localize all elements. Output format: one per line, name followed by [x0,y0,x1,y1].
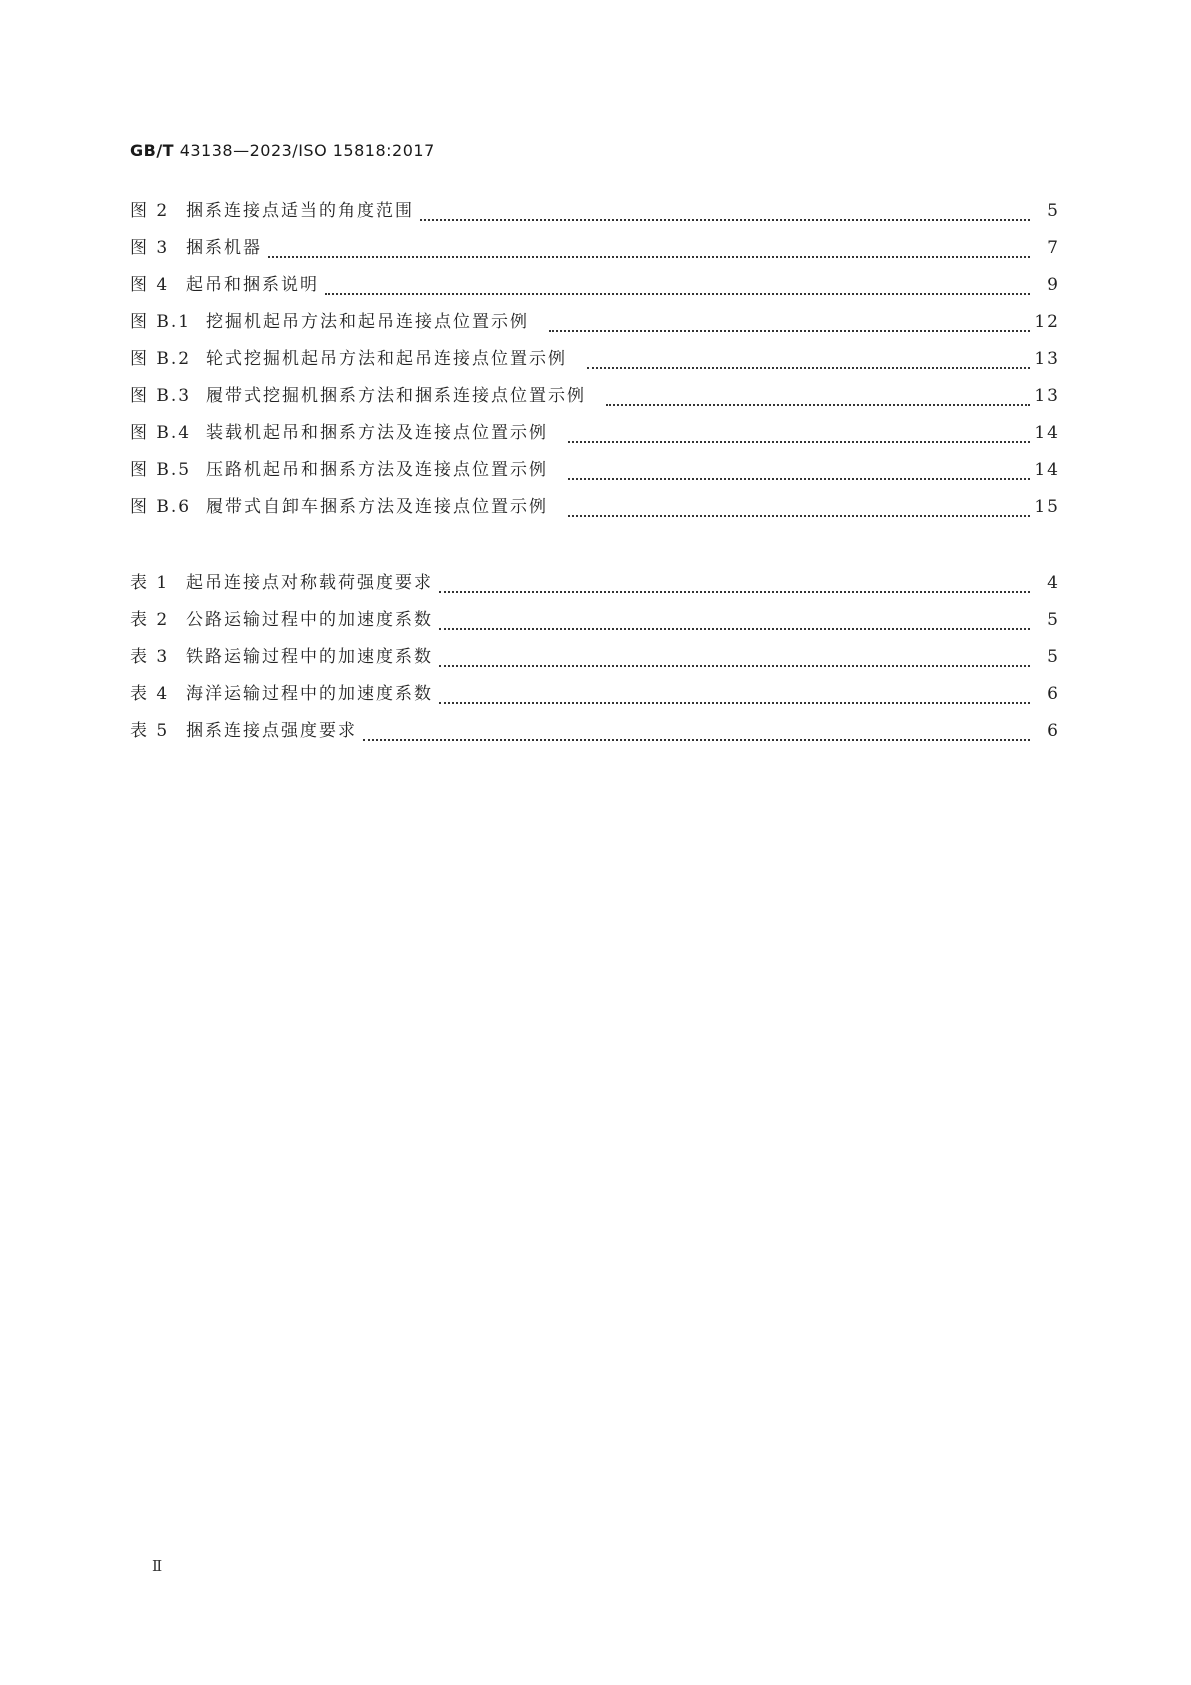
toc-entry-figure-4[interactable] [130,270,1060,307]
dot-leader [363,736,1030,741]
dot-leader [439,625,1030,630]
toc-entry-number: 图 B.3 [130,386,192,406]
toc-entry-title: 装载机起吊和捆系方法及连接点位置示例 [206,423,548,443]
page-number: Ⅱ [152,1557,163,1575]
toc-entry-figure-3[interactable] [130,233,1060,270]
toc-entry-page: 5 [1047,201,1060,221]
dot-leader [568,475,1030,480]
toc-entry-page: 15 [1034,497,1060,517]
dot-leader [439,662,1030,667]
toc-entry-page: 13 [1034,386,1060,406]
toc-entry-table-5[interactable] [130,716,1060,753]
toc-entry-title: 海洋运输过程中的加速度系数 [186,684,433,704]
toc-entry-number: 图 3 [130,238,170,258]
toc-entry-page: 6 [1047,721,1060,741]
toc-entry-figure-2[interactable] [130,196,1060,233]
toc-entry-page: 4 [1047,573,1060,593]
toc-entry-page: 6 [1047,684,1060,704]
toc-entry-number: 表 1 [130,573,170,593]
toc-entry-table-4[interactable] [130,679,1060,716]
toc-entry-page: 7 [1047,238,1060,258]
figure-list [130,196,1060,529]
toc-entry-figure-b1[interactable] [130,307,1060,344]
dot-leader [549,327,1030,332]
dot-leader [268,253,1030,258]
toc-entry-number: 图 B.6 [130,497,192,517]
toc-entry-number: 表 4 [130,684,170,704]
toc-entry-number: 表 2 [130,610,170,630]
toc-entry-table-3[interactable] [130,642,1060,679]
toc-entry-number: 表 5 [130,721,170,741]
toc-entry-number: 表 3 [130,647,170,667]
toc-entry-page: 5 [1047,647,1060,667]
toc-entry-page: 14 [1034,460,1060,480]
toc-entry-page: 12 [1034,312,1060,332]
toc-entry-title: 捆系机器 [186,238,262,258]
toc-entry-title: 履带式自卸车捆系方法及连接点位置示例 [206,497,548,517]
toc-entry-title: 捆系连接点适当的角度范围 [186,201,414,221]
toc-entry-title: 轮式挖掘机起吊方法和起吊连接点位置示例 [206,349,567,369]
toc-entry-table-2[interactable] [130,605,1060,642]
toc-entry-page: 5 [1047,610,1060,630]
toc-entry-page: 14 [1034,423,1060,443]
toc-entry-figure-b4[interactable] [130,418,1060,455]
standard-number: 43138—2023/ISO 15818:2017 [179,141,435,160]
toc-entry-title: 捆系连接点强度要求 [186,721,357,741]
toc-entry-number: 图 B.4 [130,423,192,443]
toc-entry-figure-b3[interactable] [130,381,1060,418]
toc-entry-page: 13 [1034,349,1060,369]
dot-leader [587,364,1030,369]
toc-entry-number: 图 B.1 [130,312,192,332]
toc-entry-figure-b5[interactable] [130,455,1060,492]
toc-entry-title: 起吊连接点对称载荷强度要求 [186,573,433,593]
dot-leader [439,588,1030,593]
table-list [130,568,1060,753]
dot-leader [325,290,1030,295]
toc-entry-number: 图 4 [130,275,170,295]
toc-entry-number: 图 B.2 [130,349,192,369]
toc-entry-number: 图 2 [130,201,170,221]
dot-leader [420,216,1030,221]
toc-entry-figure-b2[interactable] [130,344,1060,381]
document-header [130,141,435,160]
toc-entry-figure-b6[interactable] [130,492,1060,529]
toc-entry-title: 压路机起吊和捆系方法及连接点位置示例 [206,460,548,480]
toc-entry-title: 起吊和捆系说明 [186,275,319,295]
toc-entry-title: 履带式挖掘机捆系方法和捆系连接点位置示例 [206,386,586,406]
toc-entry-table-1[interactable] [130,568,1060,605]
dot-leader [568,512,1030,517]
standard-prefix: GB/T [130,141,175,160]
toc-entry-title: 铁路运输过程中的加速度系数 [186,647,433,667]
dot-leader [568,438,1030,443]
toc-entry-number: 图 B.5 [130,460,192,480]
toc-entry-title: 挖掘机起吊方法和起吊连接点位置示例 [206,312,529,332]
toc-entry-title: 公路运输过程中的加速度系数 [186,610,433,630]
toc-entry-page: 9 [1047,275,1060,295]
dot-leader [439,699,1030,704]
dot-leader [606,401,1030,406]
